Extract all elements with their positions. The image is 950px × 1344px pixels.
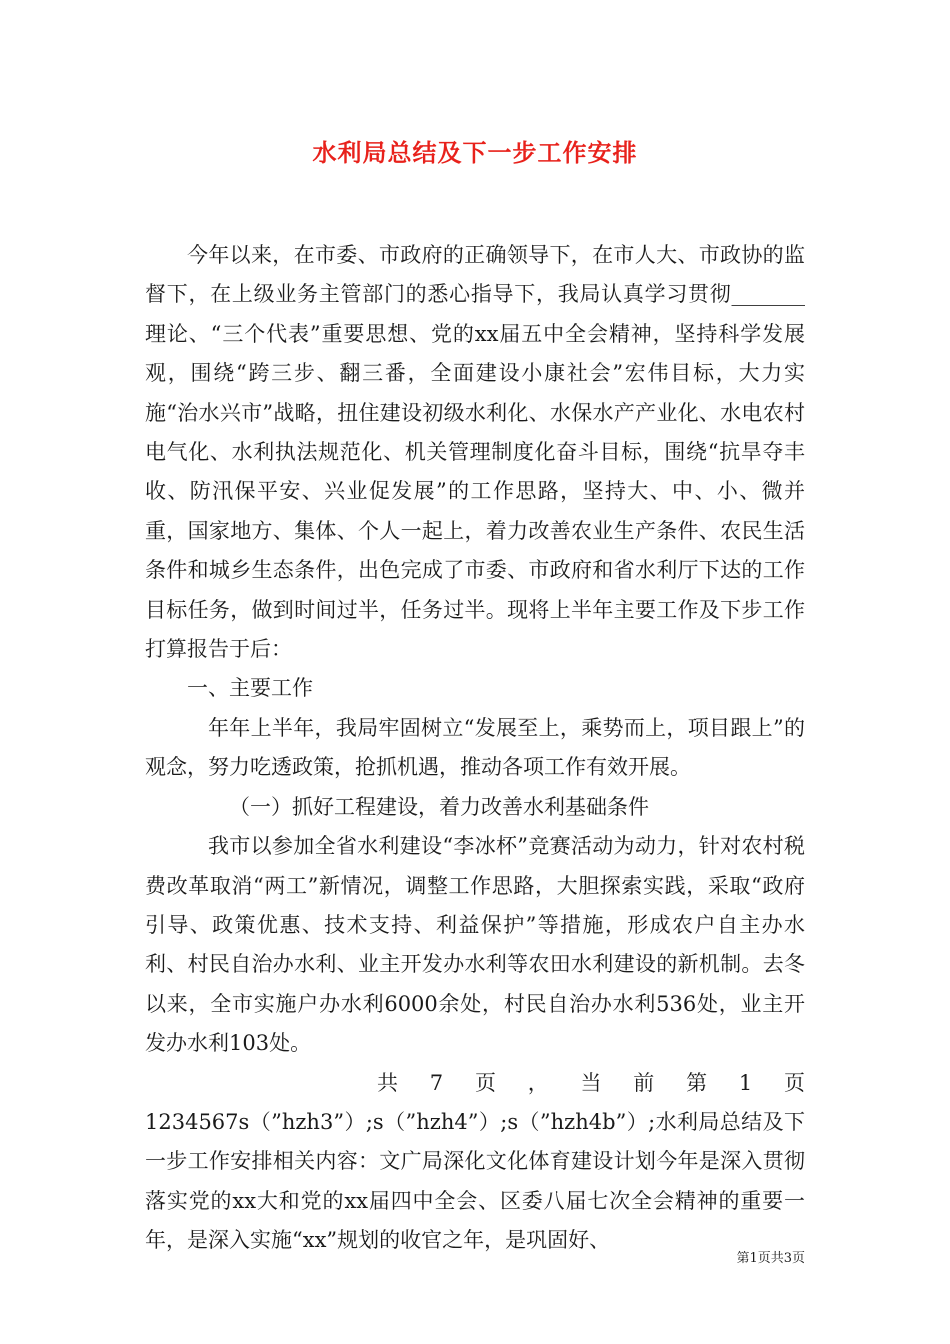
document-body [145,236,805,1261]
page-count-line [145,1064,805,1103]
page-marker-char: 当 [580,1070,602,1095]
subsection-heading-engineering: （一）抓好工程建设，着力改善水利基础条件 [229,794,649,819]
page-marker-char: ， [527,1070,549,1095]
engineering-paragraph: 我市以参加全省水利建设“李冰杯”竞赛活动为动力，针对农村税费改革取消“两工”新情况，调整工作思路，大胆探索实践，采取“政府引导、政策优惠、技术支持、利益保护”等措施，形成农户自主办水利、村民自治办水利、业主开发办水利等农田水利建设的新机制。去冬以来，全市实施户办水利6000余处，村民自治办水利536处，业主开发办水利103处。 [145,834,805,1056]
related-content-paragraph: 1234567s（”hzh3”）;s（”hzh4”）;s（”hzh4b”）;水利局总结及下一步工作安排相关内容：文广局深化文化体育建设计划今年是深入贯彻落实党的xx大和党的xx届四中全会、区委八届七次全会精神的重要一年，是深入实施“xx”规划的收官之年，是巩固好、 [145,1109,805,1253]
page-marker-char: 页 [784,1070,805,1095]
page-marker-char: 共 [377,1070,398,1095]
page-marker-char: 页 [474,1070,496,1095]
intro-paragraph: 今年以来，在市委、市政府的正确领导下，在市人大、市政协的监督下，在上级业务主管部门的悉心指导下，我局认真学习贯彻_______理论、“三个代表”重要思想、党的xx届五中全会精神，坚持科学发展观，围绕“跨三步、翻三番，全面建设小康社会”宏伟目标，大力实施“治水兴市”战略，扭住建设初级水利化、水保水产产业化、水电农村电气化、水利执法规范化、机关管理制度化奋斗目标，围绕“抗旱夺丰收、防汛保平安、兴业促发展”的工作思路，坚持大、中、小、微并重，国家地方、集体、个人一起上，着力改善农业生产条件、农民生活条件和城乡生态条件，出色完成了市委、市政府和省水利厅下达的工作目标任务，做到时间过半，任务过半。现将上半年主要工作及下步工作打算报告于后： [145,243,805,662]
page-footer: 第1页共3页 [736,1251,805,1266]
page-marker-char: 前 [633,1070,655,1095]
page-marker-char: 第 [686,1070,708,1095]
document-title: 水利局总结及下一步工作安排 [312,138,638,167]
main-work-paragraph: 年年上半年，我局牢固树立“发展至上，乘势而上，项目跟上”的观念，努力吃透政策，抢抓机遇，推动各项工作有效开展。 [145,715,805,780]
section-heading-main-work: 一、主要工作 [187,676,313,701]
page-marker-char: 7 [429,1070,444,1095]
page-marker-char: 1 [738,1070,753,1095]
